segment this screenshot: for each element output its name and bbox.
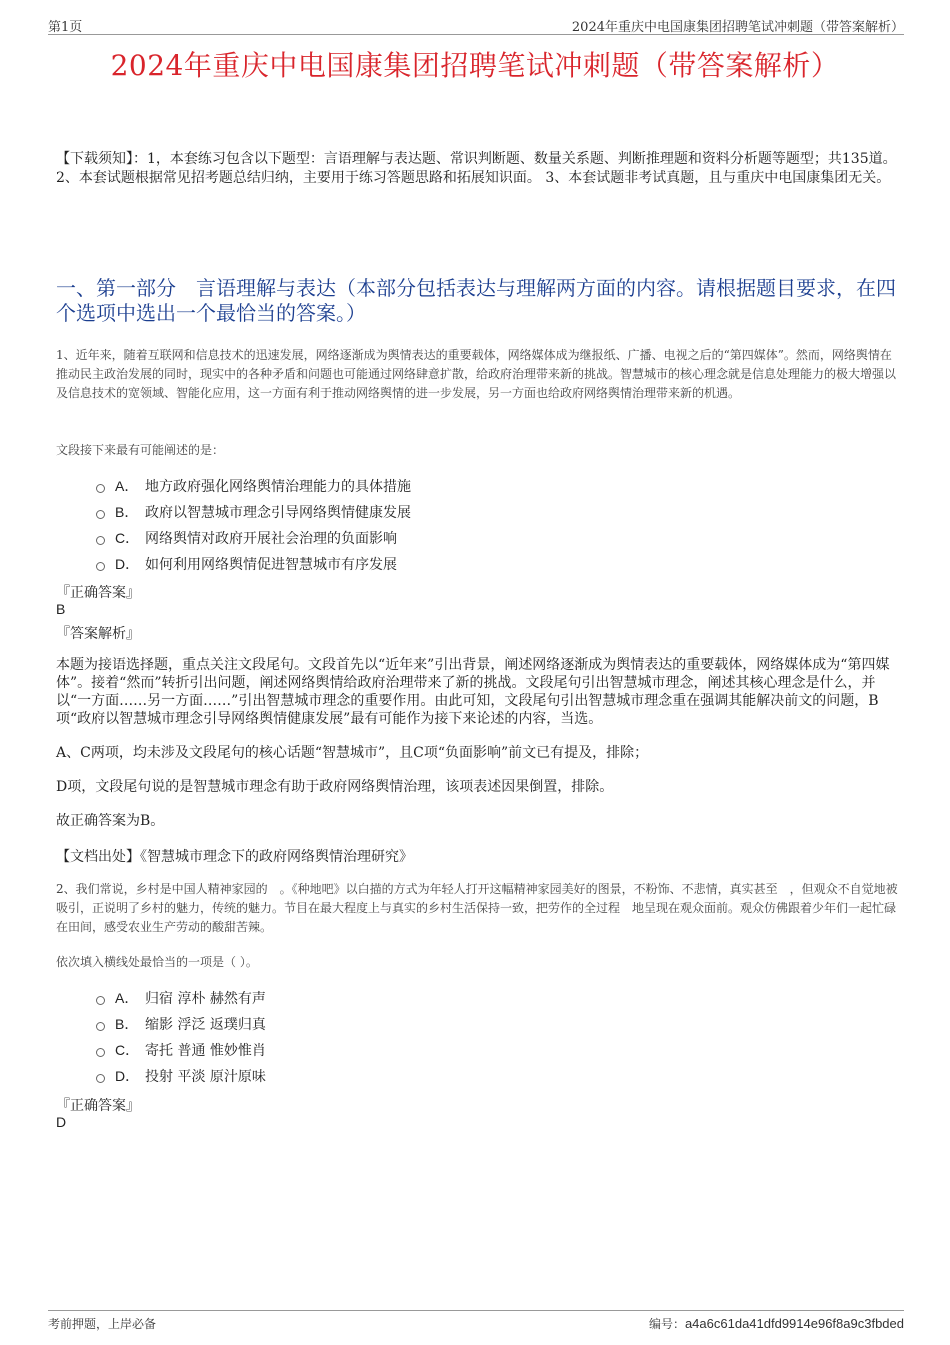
question-2-stem: 2、我们常说，乡村是中国人精神家园的 。《种地吧》以白描的方式为年轻人打开这幅精神家园美好的图景，不粉饰、不悲情，真实甚至 ，但观众不自觉地被吸引，正说明了乡村的魅力，传统的魅力。节目在最大程度上与真实的乡村生活保持一致，把劳作的全过程 地呈现在观众面前。观众仿佛跟着少年们一起忙碌在田间，感受农业生产劳动的酸甜苦辣。 [56,882,898,934]
download-notice: 【下载须知】：1，本套练习包含以下题型：言语理解与表达题、常识判断题、数量关系题、判断推理题和资料分析题等题型；共135道。 2、本套试题根据常见招考题总结归纳，主要用于练习答题思路和拓展知识面。 3、本套试题非考试真题，且与重庆中电国康集团无关。 [56,151,897,186]
option-a[interactable]: A． 归宿 淳朴 赫然有声 [96,985,266,1011]
radio-icon[interactable] [96,510,105,519]
radio-icon[interactable] [96,1074,105,1083]
option-b[interactable]: B． 政府以智慧城市理念引导网络舆情健康发展 [96,499,411,525]
question-1-options [96,473,411,577]
option-d[interactable]: D． 如何利用网络舆情促进智慧城市有序发展 [96,551,411,577]
correct-answer: B [56,601,66,617]
radio-icon[interactable] [96,562,105,571]
footer-slogan: 考前押题，上岸必备 [48,1317,157,1331]
document-title: 2024年重庆中电国康集团招聘笔试冲刺题（带答案解析） [110,49,840,82]
section-title: 一、第一部分 言语理解与表达（本部分包括表达与理解两方面的内容。请根据题目要求，在四个选项中选出一个最恰当的答案。） [56,276,896,325]
analysis-paragraph: A、C两项，均未涉及文段尾句的核心话题“智慧城市”，且C项“负面影响”前文已有提及，排除； [56,745,649,761]
footer-code: 编号：a4a6c61da41dfd9914e96f8a9c3fbded [648,1316,904,1331]
analysis-paragraph: D项，文段尾句说的是智慧城市理念有助于政府网络舆情治理，该项表述因果倒置，排除。 [56,779,614,795]
page-header [48,14,904,35]
radio-icon[interactable] [96,1022,105,1031]
option-a[interactable]: A． 地方政府强化网络舆情治理能力的具体措施 [96,473,411,499]
answer-label: 『正确答案』 [56,1098,140,1114]
question-2-prompt: 依次填入横线处最恰当的一项是（ ）。 [56,955,258,969]
question-1-stem: 1、近年来，随着互联网和信息技术的迅速发展，网络逐渐成为舆情表达的重要载体，网络媒体成为继报纸、广播、电视之后的“第四媒体”。然而，网络舆情在推动民主政治发展的同时，现实中的各种矛盾和问题也可能通过网络肆意扩散，给政府治理带来新的挑战。智慧城市的核心理念就是信息处理能力的极大增强以及信息技术的宽领域、智能化应用，这一方面有利于推动网络舆情的进一步发展，另一方面也给政府网络舆情治理带来新的机遇。 [56,348,897,400]
question-1-prompt: 文段接下来最有可能阐述的是： [56,443,225,457]
radio-icon[interactable] [96,484,105,493]
radio-icon[interactable] [96,1048,105,1057]
option-c[interactable]: C． 寄托 普通 惟妙惟肖 [96,1037,266,1063]
page-number: 第1页 [48,20,83,35]
header-doc-title: 2024年重庆中电国康集团招聘笔试冲刺题（带答案解析） [571,20,904,35]
analysis-paragraph: 故正确答案为B。 [56,813,165,829]
option-d[interactable]: D． 投射 平淡 原汁原味 [96,1063,266,1089]
correct-answer: D [56,1114,67,1130]
analysis-label: 『答案解析』 [56,626,140,642]
document-source: 【文档出处】《智慧城市理念下的政府网络舆情治理研究》 [56,849,413,865]
analysis-paragraph: 本题为接语选择题，重点关注文段尾句。文段首先以“近年来”引出背景，阐述网络逐渐成为舆情表达的重要载体，网络媒体成为“第四媒体”。接着“然而”转折引出问题，阐述网络舆情给政府治理带来了新的挑战。文段尾句引出智慧城市理念，阐述其核心理念是什么，并以“一方面……另一方面……”引出智慧城市理念的重要作用。由此可知，文段尾句引出智慧城市理念重在强调其能解决前文的问题，B项“政府以智慧城市理念引导网络舆情健康发展”最有可能作为接下来论述的内容，当选。 [56,657,890,727]
question-2-options [96,985,266,1089]
option-c[interactable]: C． 网络舆情对政府开展社会治理的负面影响 [96,525,411,551]
answer-label: 『正确答案』 [56,585,140,601]
radio-icon[interactable] [96,536,105,545]
page-footer [48,1310,904,1335]
option-b[interactable]: B． 缩影 浮泛 返璞归真 [96,1011,266,1037]
radio-icon[interactable] [96,996,105,1005]
